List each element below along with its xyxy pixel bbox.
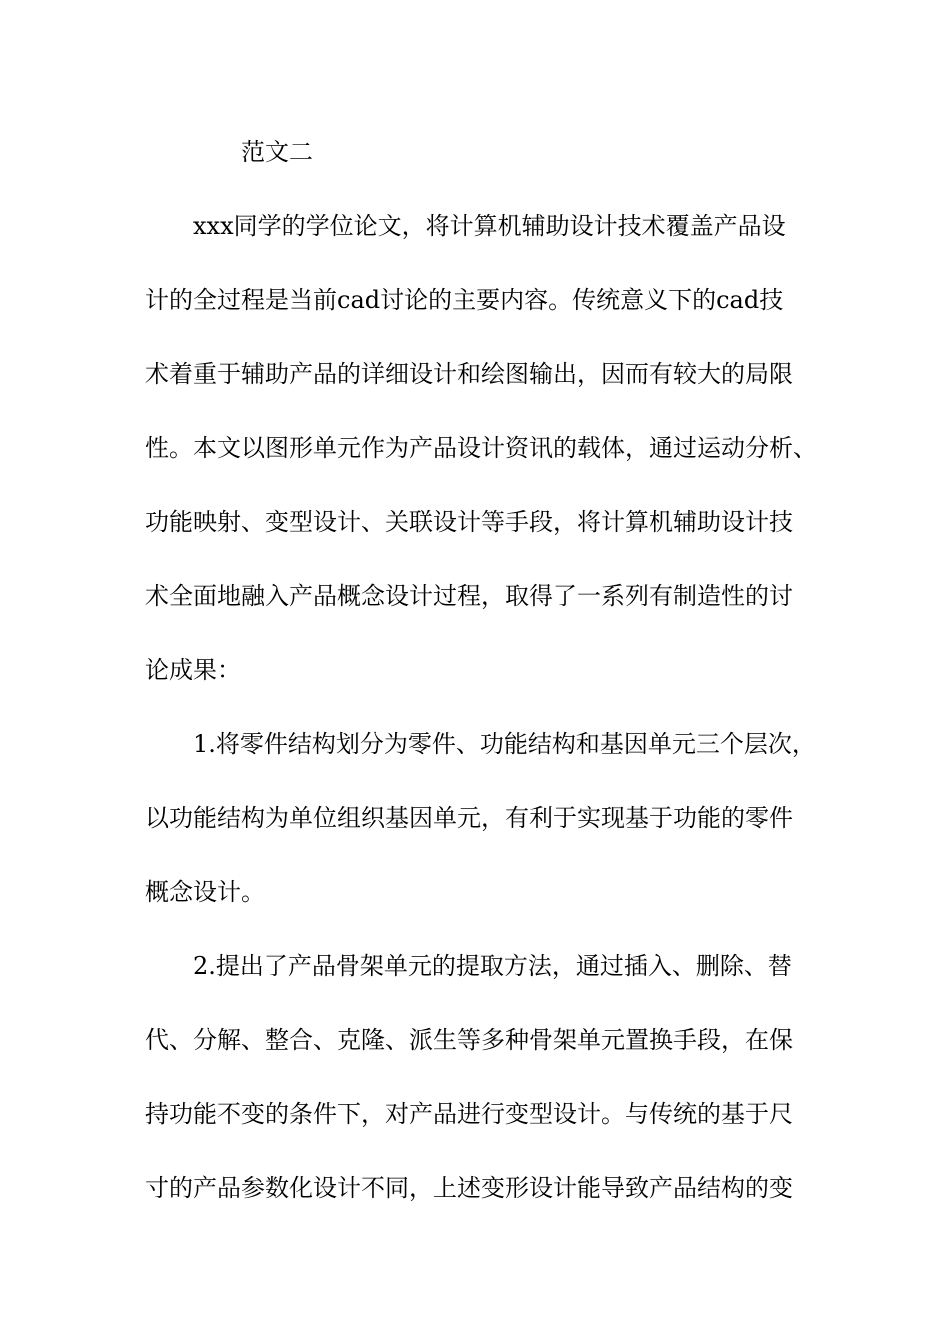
paragraph-line: xxx同学的学位论文，将计算机辅助设计技术覆盖产品设 [193,212,786,240]
paragraph-line: 术全面地融入产品概念设计过程，取得了一系列有制造性的讨 [145,582,793,610]
list-item-line: 概念设计。 [145,878,265,906]
list-item-line: 以功能结构为单位组织基因单元，有利于实现基于功能的零件 [145,804,793,832]
list-item-line: 持功能不变的条件下，对产品进行变型设计。与传统的基于尺 [145,1100,793,1128]
paragraph-line: 论成果： [145,656,241,684]
list-item-line: 代、分解、整合、克隆、派生等多种骨架单元置换手段，在保 [145,1026,793,1054]
list-item-line: 寸的产品参数化设计不同，上述变形设计能导致产品结构的变 [145,1174,793,1202]
document-heading: 范文二 [241,138,313,166]
list-item-line: 2.提出了产品骨架单元的提取方法，通过插入、删除、替 [193,952,792,980]
paragraph-line: 计的全过程是当前cad讨论的主要内容。传统意义下的cad技 [145,286,784,314]
paragraph-line: 术着重于辅助产品的详细设计和绘图输出，因而有较大的局限 [145,360,793,388]
paragraph-line: 性。本文以图形单元作为产品设计资讯的载体，通过运动分析、 [145,434,817,462]
paragraph-line: 功能映射、变型设计、关联设计等手段，将计算机辅助设计技 [145,508,793,536]
list-item-line: 1.将零件结构划分为零件、功能结构和基因单元三个层次， [193,730,816,758]
